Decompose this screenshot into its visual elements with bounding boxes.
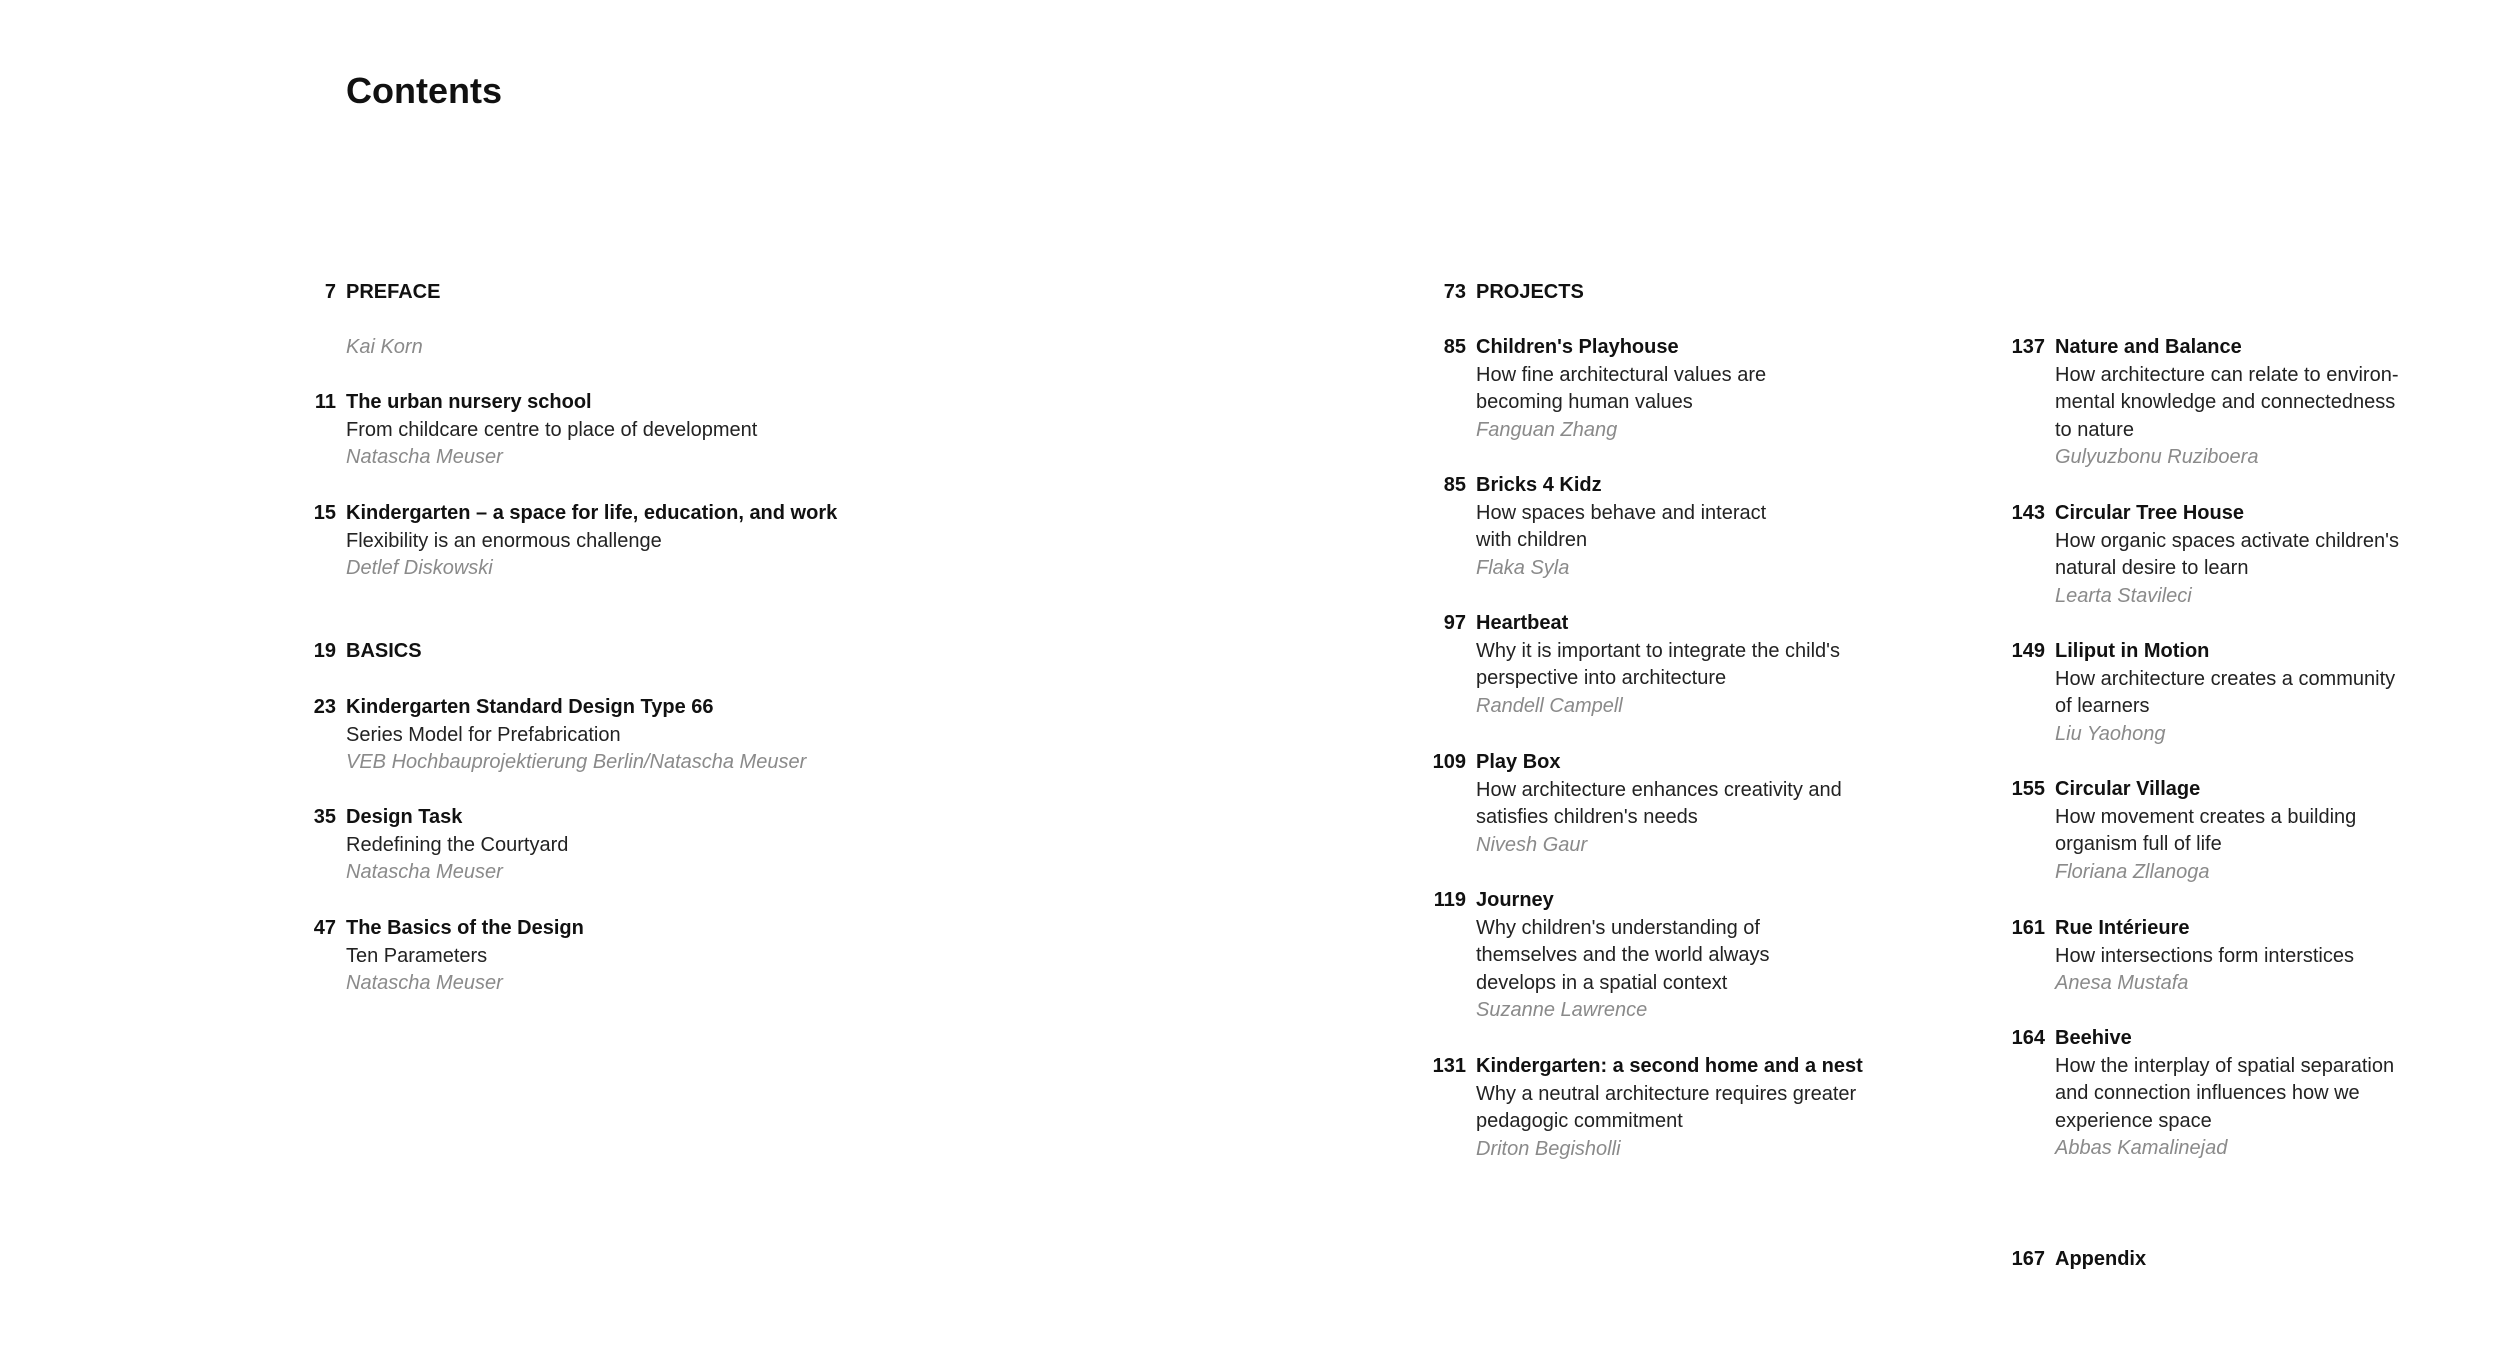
toc-entry-childrens-playhouse[interactable]: [1443, 334, 2036, 444]
page-number: 11: [314, 391, 336, 413]
toc-entry-circular-village[interactable]: [2011, 776, 2500, 886]
toc-entry-basics-of-design[interactable]: [313, 915, 906, 998]
entry-heading: PROJECTS: [1476, 281, 1584, 303]
entry-description: and connection influences how we: [2055, 1082, 2360, 1104]
entry-description: Why it is important to integrate the child's: [1476, 639, 1840, 662]
entry-author: VEB Hochbauprojektierung Berlin/Natascha Meuser: [346, 751, 807, 773]
entry-heading: Bricks 4 Kidz: [1476, 474, 1602, 496]
page-number: 149: [2011, 640, 2045, 662]
entry-author: Natascha Meuser: [346, 861, 503, 883]
toc-entry-nature-and-balance[interactable]: [2011, 334, 2500, 472]
entry-heading: The Basics of the Design: [346, 917, 584, 939]
entry-description: with children: [1476, 529, 1588, 551]
page-number: 109: [1432, 751, 1466, 773]
page-number: 35: [313, 806, 336, 828]
entry-heading: Design Task: [346, 806, 463, 828]
entry-description: becoming human values: [1476, 391, 1693, 413]
entry-description: organism full of life: [2055, 833, 2222, 855]
toc-entry-appendix[interactable]: [2011, 1246, 2500, 1274]
entry-description: How architecture creates a community: [2055, 667, 2396, 690]
entry-heading: PREFACE: [346, 281, 441, 303]
page-number: 119: [1433, 889, 1466, 911]
entry-author: Nivesh Gaur: [1476, 833, 1588, 856]
toc-entry-basics[interactable]: [313, 638, 906, 666]
page-number: 97: [1443, 612, 1466, 634]
page-number: 85: [1443, 336, 1466, 358]
toc-entry-bricks-4-kidz[interactable]: [1443, 472, 2036, 582]
entry-heading: Beehive: [2055, 1027, 2132, 1049]
entry-description: natural desire to learn: [2055, 557, 2249, 579]
entry-description: of learners: [2055, 695, 2150, 717]
page-number: 85: [1443, 474, 1466, 496]
entry-description: develops in a spatial context: [1476, 971, 1728, 994]
page-number: 15: [313, 502, 336, 524]
toc-entry-standard-design[interactable]: [313, 694, 906, 777]
entry-author: Anesa Mustafa: [2055, 972, 2189, 994]
entry-heading: Circular Tree House: [2055, 502, 2244, 524]
entry-author: Suzanne Lawrence: [1476, 999, 1648, 1021]
toc-entry-journey[interactable]: [1433, 887, 2036, 1025]
toc-entry-urban-nursery[interactable]: [314, 389, 906, 472]
entry-author: Driton Begisholli: [1476, 1137, 1621, 1160]
entry-description: Flexibility is an enormous challenge: [346, 529, 662, 552]
entry-description: Ten Parameters: [346, 944, 488, 967]
page-number: 131: [1432, 1055, 1466, 1077]
page-number: 47: [313, 917, 336, 939]
entry-heading: Kindergarten: a second home and a nest: [1476, 1055, 1863, 1077]
toc-entry-kindergarten-space[interactable]: [313, 500, 906, 583]
entry-description: Series Model for Prefabrication: [346, 723, 621, 746]
entry-author: Floriana Zllanoga: [2055, 860, 2210, 883]
entry-author: Randell Campell: [1476, 694, 1623, 717]
toc-entry-liliput-in-motion[interactable]: [2011, 638, 2500, 748]
toc-entry-projects[interactable]: [1443, 279, 2036, 307]
page-number: 164: [2011, 1027, 2045, 1049]
entry-author: Natascha Meuser: [346, 972, 503, 994]
entry-author: Liu Yaohong: [2055, 722, 2166, 745]
entry-heading: Play Box: [1476, 751, 1561, 773]
entry-heading: Journey: [1476, 889, 1554, 911]
entry-description: Redefining the Courtyard: [346, 833, 569, 856]
entry-heading: Nature and Balance: [2055, 336, 2242, 358]
entry-description: How movement creates a building: [2055, 805, 2357, 828]
entry-author: Flaka Syla: [1476, 556, 1570, 579]
entry-author: Gulyuzbonu Ruziboera: [2055, 446, 2259, 468]
entry-description: mental knowledge and connectedness: [2055, 391, 2396, 413]
entry-description: How the interplay of spatial separation: [2055, 1054, 2395, 1077]
toc-entry-preface[interactable]: [324, 279, 906, 307]
entry-description: pedagogic commitment: [1476, 1110, 1683, 1132]
entry-description: experience space: [2055, 1109, 2212, 1132]
toc-entry-design-task[interactable]: [313, 804, 906, 887]
page-number: 73: [1443, 281, 1466, 303]
entry-heading: Kindergarten – a space for life, education, and work: [346, 502, 838, 524]
entry-heading: Liliput in Motion: [2055, 640, 2210, 662]
entry-description: satisfies children's needs: [1476, 806, 1698, 828]
entry-description: perspective into architecture: [1476, 667, 1727, 689]
entry-author: Natascha Meuser: [346, 446, 503, 468]
toc-entry-beehive[interactable]: [2011, 1025, 2500, 1163]
entry-heading: Rue Intérieure: [2055, 917, 2190, 939]
page-number: 155: [2011, 778, 2045, 800]
toc-entry-preface-author: [346, 334, 906, 362]
entry-author: Learta Stavileci: [2055, 584, 2192, 607]
entry-heading: Appendix: [2055, 1248, 2147, 1270]
entry-heading: Children's Playhouse: [1476, 336, 1679, 358]
toc-entry-play-box[interactable]: [1432, 749, 2036, 859]
toc-entry-circular-tree-house[interactable]: [2011, 500, 2500, 610]
toc-entry-heartbeat[interactable]: [1443, 610, 2036, 720]
toc-entry-rue-interieure[interactable]: [2011, 915, 2500, 998]
entry-heading: BASICS: [346, 640, 422, 662]
page-number: 143: [2011, 502, 2045, 524]
entry-description: How intersections form interstices: [2055, 944, 2354, 967]
entry-heading: Heartbeat: [1476, 612, 1569, 634]
entry-description: to nature: [2055, 418, 2134, 441]
entry-author: Fanguan Zhang: [1476, 418, 1618, 441]
page-number: 19: [313, 640, 336, 662]
page-number: 161: [2011, 917, 2045, 939]
entry-description: How architecture enhances creativity and: [1476, 778, 1842, 801]
page-number: 167: [2011, 1248, 2045, 1270]
entry-description: Why children's understanding of: [1476, 916, 1760, 939]
page-number: 137: [2011, 336, 2045, 358]
entry-description: How organic spaces activate children's: [2055, 529, 2399, 552]
entry-description: How fine architectural values are: [1476, 363, 1767, 386]
toc-entry-second-home[interactable]: [1432, 1053, 2036, 1163]
entry-description: themselves and the world always: [1476, 944, 1770, 966]
page-number: 7: [324, 281, 336, 303]
entry-description: How spaces behave and interact: [1476, 501, 1767, 524]
page-number: 23: [313, 696, 336, 718]
entry-description: From childcare centre to place of development: [346, 418, 758, 441]
entry-author: Detlef Diskowski: [346, 557, 493, 579]
entry-description: How architecture can relate to environ-: [2055, 363, 2399, 386]
entry-heading: Circular Village: [2055, 778, 2201, 800]
page-title: Contents: [346, 70, 502, 111]
entry-heading: The urban nursery school: [346, 391, 592, 413]
entry-heading: Kindergarten Standard Design Type 66: [346, 696, 714, 718]
entry-description: Why a neutral architecture requires greater: [1476, 1082, 1857, 1105]
entry-author: Abbas Kamalinejad: [2055, 1137, 2228, 1159]
entry-author: Kai Korn: [346, 336, 423, 358]
